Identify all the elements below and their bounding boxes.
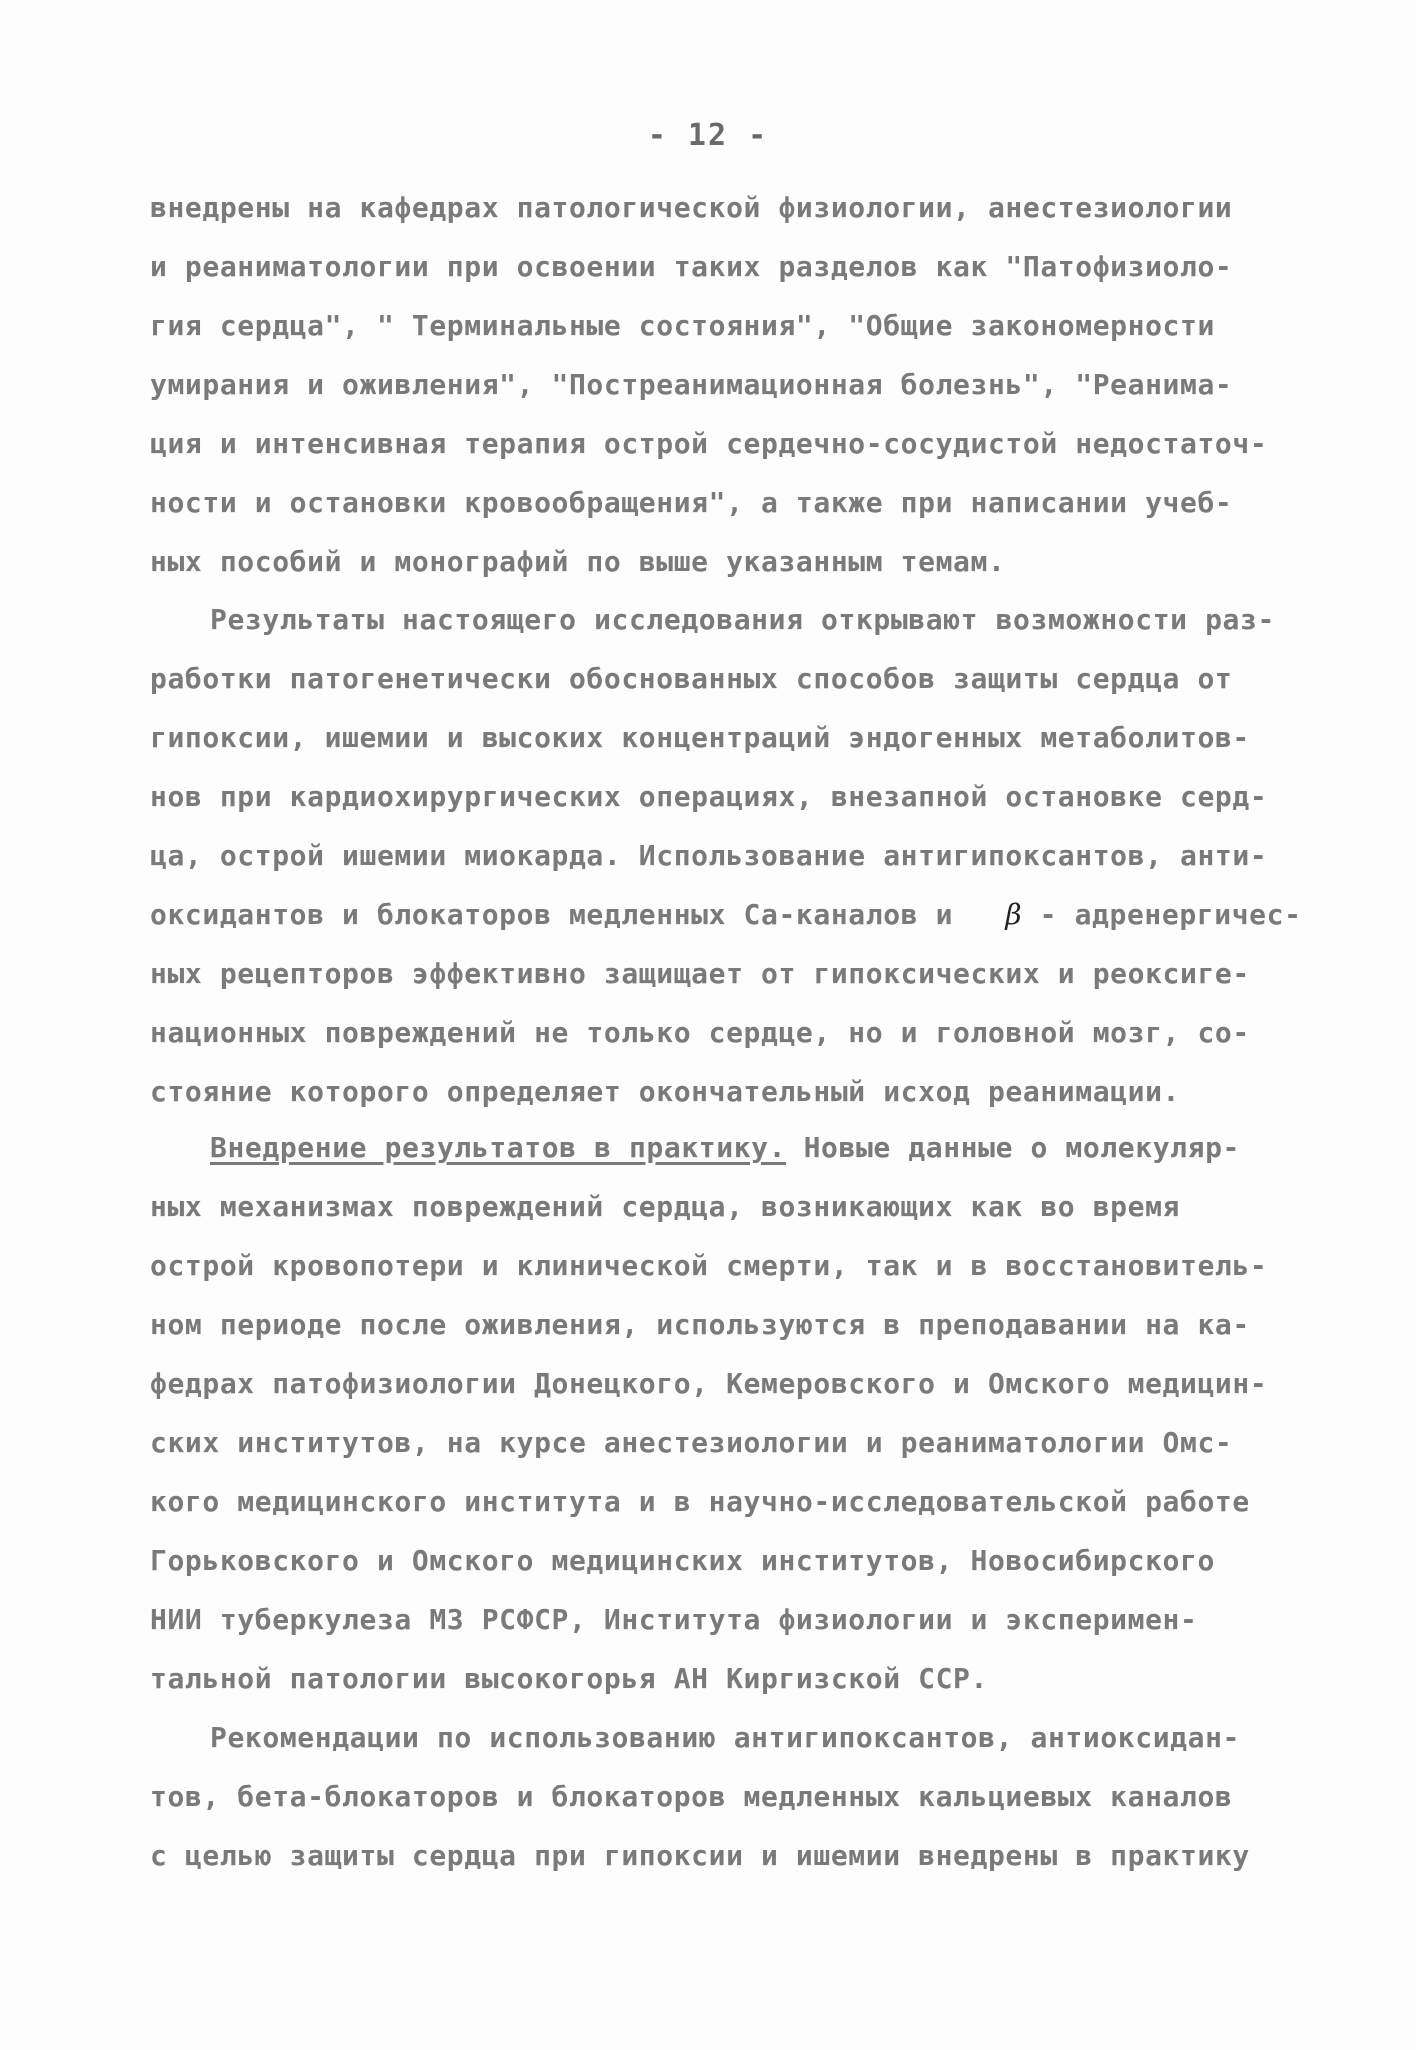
text-line: ном периоде после оживления, используются в преподавании на ка- [150,1308,1250,1341]
text-line: и реаниматологии при освоении таких разделов как "Патофизиоло- [150,250,1233,283]
text-line: умирания и оживления", "Постреанимационная болезнь", "Реанима- [150,368,1233,401]
text-line: гипоксии, ишемии и высоких концентраций эндогенных метаболитов- [150,721,1250,754]
text-line: ных механизмах повреждений сердца, возникающих как во время [150,1190,1180,1223]
page-number: - 12 - [647,118,769,153]
text-line: федрах патофизиологии Донецкого, Кемеровского и Омского медицин- [150,1367,1268,1400]
text-line: Горьковского и Омского медицинских институтов, Новосибирского [150,1544,1215,1577]
text-line: кого медицинского института и в научно-исследовательской работе [150,1485,1250,1518]
text-line: Результаты настоящего исследования открывают возможности раз- [210,603,1275,636]
paragraph-2 [150,590,1310,1121]
text-line: ция и интенсивная терапия острой сердечно-сосудистой недостаточ- [150,427,1268,460]
paragraph-1 [150,178,1310,591]
text-line: НИИ туберкулеза МЗ РСФСР, Института физиологии и эксперимен- [150,1603,1198,1636]
text-line: стояние которого определяет окончательный исход реанимации. [150,1075,1180,1108]
text-line-with-symbol [150,885,1310,944]
text-fragment: оксидантов и блокаторов медленных Са-каналов и [150,898,954,931]
text-fragment: - адренергичес- [1022,898,1302,931]
text-line: ца, острой ишемии миокарда. Использование антигипоксантов, анти- [150,839,1268,872]
text-line: ных рецепторов эффективно защищает от гипоксических и реоксиге- [150,957,1250,990]
section-heading: Внедрение результатов в практику. [210,1131,787,1164]
beta-symbol: β [1005,898,1023,931]
text-fragment: Новые данные о молекуляр- [786,1131,1241,1164]
text-line: ных пособий и монографий по выше указанным темам. [150,545,1006,578]
paragraph-4 [150,1708,1310,1885]
text-line: нов при кардиохирургических операциях, внезапной остановке серд- [150,780,1268,813]
paragraph-3 [150,1118,1310,1708]
text-line: работки патогенетически обоснованных способов защиты сердца от [150,662,1233,695]
text-line: острой кровопотери и клинической смерти, так и в восстановитель- [150,1249,1268,1282]
text-line: ских институтов, на курсе анестезиологии и реаниматологии Омс- [150,1426,1233,1459]
text-line: внедрены на кафедрах патологической физиологии, анестезиологии [150,191,1233,224]
text-line: тальной патологии высокогорья АН Киргизской ССР. [150,1662,988,1695]
text-line: гия сердца", " Терминальные состояния", "Общие закономерности [150,309,1215,342]
text-line: национных повреждений не только сердце, но и головной мозг, со- [150,1016,1250,1049]
text-line: тов, бета-блокаторов и блокаторов медленных кальциевых каналов [150,1780,1233,1813]
text-line-with-heading [150,1118,1310,1177]
text-line: ности и остановки кровообращения", а также при написании учеб- [150,486,1233,519]
text-line: Рекомендации по использованию антигипоксантов, антиоксидан- [210,1721,1240,1754]
text-line: с целью защиты сердца при гипоксии и ишемии внедрены в практику [150,1839,1250,1872]
